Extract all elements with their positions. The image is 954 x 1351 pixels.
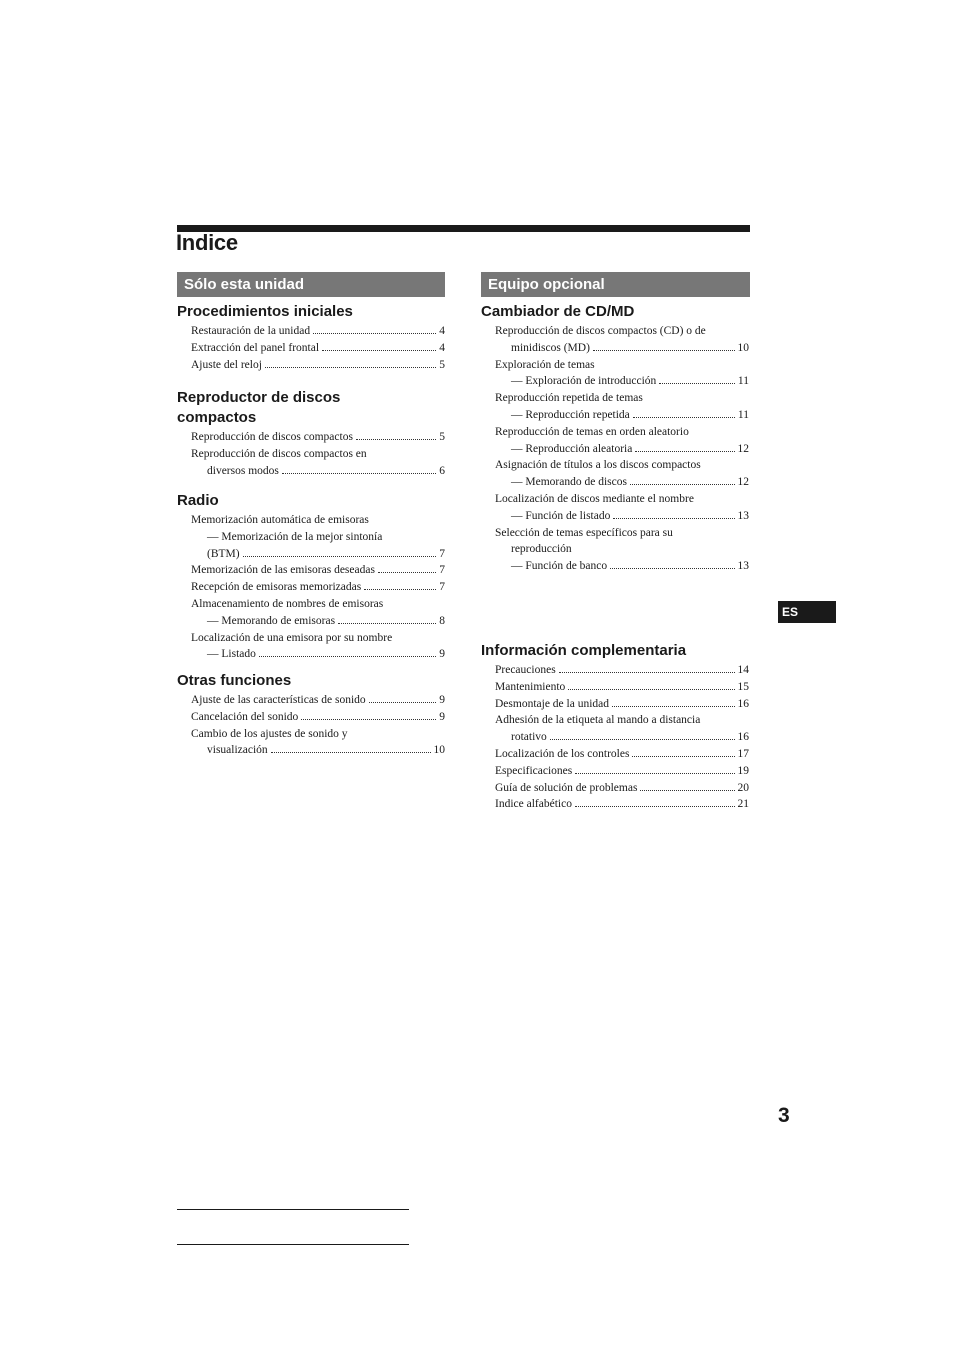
toc-entry[interactable]: — Reproducción repetida 11	[511, 408, 749, 421]
toc-entry[interactable]: Reproducción de discos compactos 5	[191, 431, 445, 443]
toc-entry[interactable]: — Memorando de discos 12	[511, 476, 749, 489]
toc-entry[interactable]: Cancelación del sonido 9	[191, 710, 445, 723]
toc-entry[interactable]: — Función de banco 13	[511, 560, 749, 573]
toc-entry[interactable]: — Exploración de introducción 11	[511, 375, 749, 388]
toc-entry[interactable]: Reproducción de temas en orden aleatorio	[495, 425, 689, 438]
toc-entry[interactable]: Memorización de las emisoras deseadas 7	[191, 564, 445, 577]
toc-entry[interactable]: Ajuste del reloj 5	[191, 358, 445, 371]
toc-entry[interactable]: Desmontaje de la unidad 16	[495, 697, 749, 710]
toc-entry[interactable]: Reproducción de discos compactos en	[191, 447, 367, 460]
toc-entry[interactable]: Localización de una emisora por su nombre	[191, 631, 393, 644]
toc-entry[interactable]: — Reproducción aleatoria 12	[511, 442, 749, 455]
toc-column-right	[481, 302, 749, 575]
toc-entry[interactable]: Selección de temas específicos para su	[495, 526, 673, 539]
section-heading: Otras funciones	[177, 672, 292, 689]
toc-entry[interactable]: Mantenimiento 15	[495, 680, 749, 693]
toc-entry[interactable]: Memorización automática de emisoras	[191, 514, 369, 526]
language-tab: ES	[778, 601, 836, 623]
toc-entry-continuation[interactable]: diversos modos 6	[207, 464, 445, 477]
toc-entry[interactable]: Localización de discos mediante el nombre	[495, 492, 694, 505]
toc-entry[interactable]: — Memorando de emisoras 8	[207, 614, 445, 627]
toc-entry[interactable]: — Listado 9	[207, 648, 445, 661]
page-title: Indice	[176, 230, 238, 255]
toc-entry[interactable]: Restauración de la unidad 4	[191, 325, 445, 337]
footer-rule	[177, 1244, 409, 1245]
toc-entry[interactable]: Guía de solución de problemas 20	[495, 781, 749, 794]
toc-entry[interactable]: Ajuste de las características de sonido 9	[191, 694, 445, 706]
section-bar-left: Sólo esta unidad	[177, 272, 445, 297]
toc-entry[interactable]: Especificaciones 19	[495, 764, 749, 777]
toc-entry[interactable]: — Memorización de la mejor sintonía	[207, 530, 383, 543]
toc-entry[interactable]: Indice alfabético 21	[495, 798, 749, 811]
toc-column-right	[481, 641, 749, 813]
toc-entry[interactable]: (BTM) 7	[207, 547, 445, 560]
toc-entry-continuation[interactable]: rotativo 16	[511, 731, 749, 744]
toc-entry[interactable]: Adhesión de la etiqueta al mando a distancia	[495, 714, 701, 727]
toc-entry-continuation[interactable]: minidiscos (MD) 10	[511, 341, 749, 354]
toc-entry[interactable]: Precauciones 14	[495, 664, 749, 676]
section-heading: Cambiador de CD/MD	[481, 303, 635, 320]
toc-column-left	[177, 302, 445, 373]
toc-entry[interactable]: Reproducción de discos compactos (CD) o de	[495, 325, 706, 337]
section-heading: Información complementaria	[481, 642, 687, 659]
toc-entry[interactable]: Cambio de los ajustes de sonido y	[191, 727, 348, 740]
toc-entry[interactable]: Localización de los controles 17	[495, 747, 749, 760]
section-heading: Radio	[177, 492, 219, 509]
toc-entry[interactable]: Extracción del panel frontal 4	[191, 341, 445, 354]
toc-column-left	[177, 491, 445, 663]
toc-entry[interactable]: Exploración de temas	[495, 358, 595, 371]
toc-entry[interactable]: Asignación de títulos a los discos compactos	[495, 459, 701, 472]
section-heading: Reproductor de discos compactos	[177, 389, 341, 426]
toc-entry[interactable]: Reproducción repetida de temas	[495, 392, 643, 405]
toc-column-left	[177, 388, 445, 479]
footer-rule	[177, 1209, 409, 1210]
section-heading: Procedimientos iniciales	[177, 303, 353, 320]
toc-entry[interactable]: — Función de listado 13	[511, 509, 749, 522]
toc-entry[interactable]: Almacenamiento de nombres de emisoras	[191, 597, 384, 610]
section-bar-right: Equipo opcional	[481, 272, 750, 297]
page-number: 3	[778, 1104, 790, 1127]
toc-entry[interactable]: Recepción de emisoras memorizadas 7	[191, 581, 445, 594]
toc-entry[interactable]: reproducción	[511, 543, 572, 556]
toc-column-left	[177, 671, 445, 759]
toc-entry-continuation[interactable]: visualización 10	[207, 744, 445, 757]
top-rule	[177, 225, 750, 232]
